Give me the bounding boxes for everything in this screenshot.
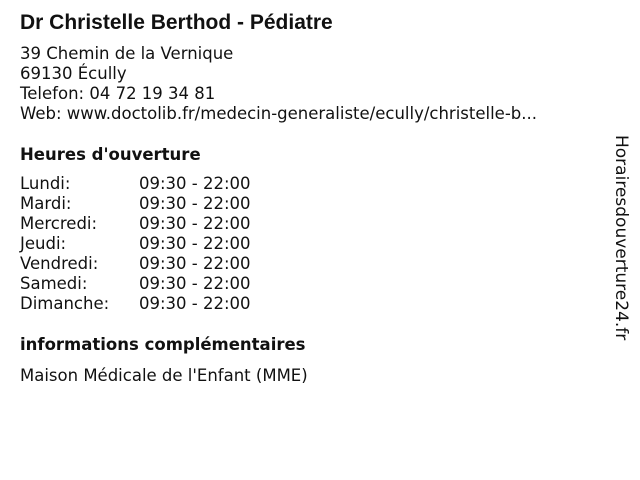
website-label: Web: [20,104,67,123]
day-label: Dimanche: [20,294,110,313]
opening-hours-heading: Heures d'ouverture [20,145,201,164]
page-title: Dr Christelle Berthod - Pédiatre [20,11,333,34]
practice-card [20,10,600,386]
opening-hours-table [20,174,251,314]
hours-row-sunday [20,294,251,314]
day-label: Lundi: [20,174,71,193]
additional-info-text: Maison Médicale de l'Enfant (MME) [20,366,308,385]
phone-number: Telefon: 04 72 19 34 81 [20,84,216,103]
day-label: Jeudi: [20,234,67,253]
hours-row-tuesday [20,194,251,214]
day-hours: 09:30 - 22:00 [139,214,251,233]
site-watermark: Horairesdouverture24.fr [611,135,631,341]
day-hours: 09:30 - 22:00 [139,194,251,213]
hours-row-friday [20,254,251,274]
address-street: 39 Chemin de la Vernique [20,44,234,63]
day-label: Samedi: [20,274,88,293]
hours-row-saturday [20,274,251,294]
address-city: 69130 Écully [20,64,127,83]
additional-info-heading: informations complémentaires [20,335,306,354]
hours-row-wednesday [20,214,251,234]
day-label: Mercredi: [20,214,98,233]
day-hours: 09:30 - 22:00 [139,294,251,313]
day-hours: 09:30 - 22:00 [139,174,251,193]
day-label: Vendredi: [20,254,99,273]
website-link[interactable]: www.doctolib.fr/medecin-generaliste/ecully/christelle-b... [66,104,537,123]
day-hours: 09:30 - 22:00 [139,274,251,293]
hours-row-monday [20,174,251,194]
day-hours: 09:30 - 22:00 [139,254,251,273]
day-hours: 09:30 - 22:00 [139,234,251,253]
day-label: Mardi: [20,194,72,213]
website-row [20,104,600,124]
hours-row-thursday [20,234,251,254]
